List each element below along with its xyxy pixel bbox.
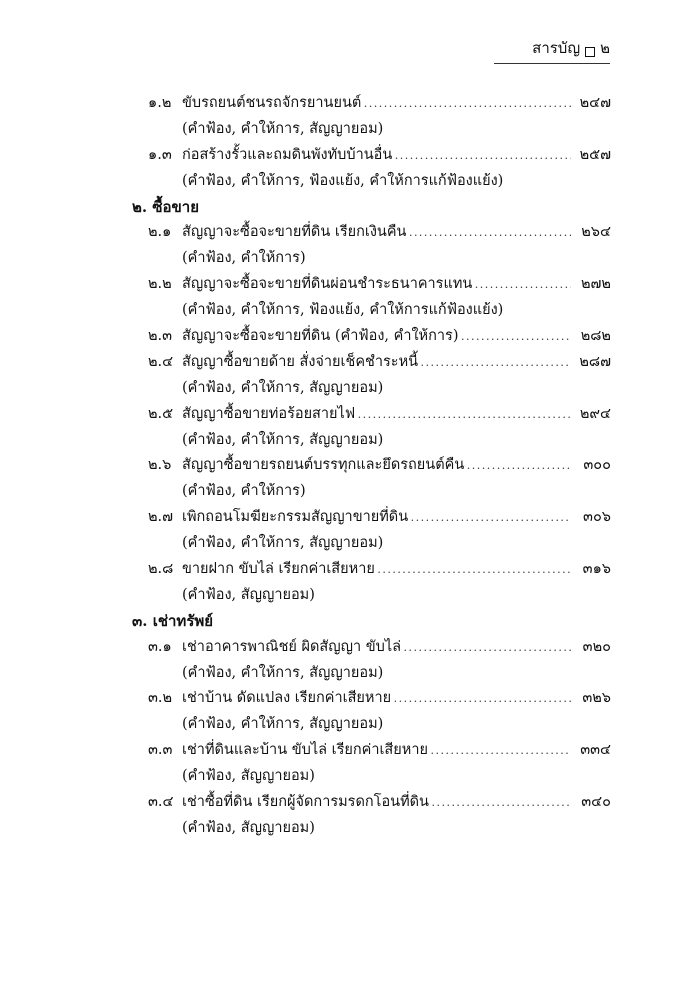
entry-documents: (คำฟ้อง, คำให้การ) <box>182 483 306 500</box>
entry-page-number: ๓๒๐ <box>582 638 611 655</box>
entry-documents: (คำฟ้อง, คำให้การ) <box>182 250 306 267</box>
toc-entry[interactable] <box>0 686 699 712</box>
entry-page-number: ๓๐๐ <box>583 457 611 474</box>
entry-number: ๒.๘ <box>148 561 174 578</box>
entry-page-number: ๒๘๗ <box>579 353 611 370</box>
entry-page-number: ๒๔๗ <box>579 95 611 111</box>
entry-documents: (คำฟ้อง, คำให้การ, สัญญายอม) <box>182 120 384 137</box>
entry-title: เพิกถอนโมฆียะกรรมสัญญาขายที่ดิน . . . <box>182 505 571 531</box>
entry-number: ๒.๑ <box>148 224 172 241</box>
entry-page-number: ๒๘๒ <box>580 328 611 345</box>
entry-number: ๒.๗ <box>148 509 174 526</box>
entry-number: ๓.๔ <box>148 794 174 811</box>
entry-page-number: ๓๓๔ <box>580 742 611 759</box>
entry-documents: (คำฟ้อง, สัญญายอม) <box>182 768 315 785</box>
entry-title: เช่าซื้อที่ดิน เรียกผู้จัดการมรดกโอนที่ดิน . . . <box>182 790 571 816</box>
toc-entry[interactable] <box>0 790 699 816</box>
entry-number: ๒.๖ <box>148 457 172 474</box>
entry-page-number: ๓๐๖ <box>583 509 611 526</box>
entry-documents: (คำฟ้อง, สัญญายอม) <box>182 586 315 603</box>
toc-entry[interactable] <box>0 505 699 531</box>
toc-entry[interactable] <box>0 324 699 350</box>
entry-documents: (คำฟ้อง, คำให้การ, สัญญายอม) <box>182 431 384 448</box>
entry-title: สัญญาจะซื้อจะขายที่ดิน (คำฟ้อง, คำให้การ) . . . <box>182 324 571 350</box>
toc-entry[interactable] <box>0 738 699 764</box>
entry-documents: (คำฟ้อง, คำให้การ, สัญญายอม) <box>182 664 384 681</box>
entry-title: สัญญาซื้อขายท่อร้อยสายไฟ . . . <box>182 402 571 428</box>
toc-entry[interactable] <box>0 635 699 661</box>
entry-title: สัญญาซื้อขายรถยนต์บรรทุกและยึดรถยนต์คืน . . . <box>182 453 571 479</box>
toc-entry[interactable] <box>0 272 699 298</box>
entry-number: ๒.๔ <box>148 353 174 370</box>
entry-title: เช่าบ้าน ดัดแปลง เรียกค่าเสียหาย . . . <box>182 686 571 712</box>
toc-entry[interactable] <box>0 143 699 169</box>
page-header <box>494 38 610 64</box>
entry-number: ๑.๒ <box>148 95 172 111</box>
entry-title: สัญญาจะซื้อจะขายที่ดินผ่อนชำระธนาคารแทน . . . <box>182 272 571 298</box>
entry-documents: (คำฟ้อง, คำให้การ, สัญญายอม) <box>182 379 384 396</box>
entry-title: สัญญาจะซื้อจะขายที่ดิน เรียกเงินคืน . . . <box>182 220 571 246</box>
entry-title: ขายฝาก ขับไล่ เรียกค่าเสียหาย . . . <box>182 557 571 583</box>
section-heading: ๓. เช่าทรัพย์ <box>132 611 214 630</box>
entry-page-number: ๒๗๒ <box>580 276 611 293</box>
entry-page-number: ๒๖๔ <box>581 224 611 241</box>
entry-documents: (คำฟ้อง, คำให้การ, สัญญายอม) <box>182 535 384 552</box>
entry-documents: (คำฟ้อง, สัญญายอม) <box>182 819 315 836</box>
entry-number: ๓.๒ <box>148 690 173 707</box>
entry-documents: (คำฟ้อง, คำให้การ, สัญญายอม) <box>182 716 384 733</box>
entry-title: เช่าอาคารพาณิชย์ ผิดสัญญา ขับไล่ . . . <box>182 635 571 661</box>
entry-page-number: ๓๒๖ <box>582 690 611 707</box>
header-title: สารบัญ <box>532 39 581 57</box>
entry-number: ๒.๒ <box>148 276 172 293</box>
toc-entry[interactable] <box>0 220 699 246</box>
entry-number: ๒.๕ <box>148 405 174 422</box>
toc-entry[interactable] <box>0 402 699 428</box>
entry-page-number: ๓๔๐ <box>581 794 611 811</box>
section-heading: ๒. ซื้อขาย <box>132 197 199 216</box>
entry-page-number: ๒๙๔ <box>579 405 611 422</box>
entry-title: สัญญาซื้อขายด้าย สั่งจ่ายเช็คชำระหนี้ . . . <box>182 350 571 376</box>
toc-entry[interactable] <box>0 350 699 376</box>
entry-title: ขับรถยนต์ชนรถจักรยานยนต์ . . . <box>182 91 571 117</box>
entry-documents: (คำฟ้อง, คำให้การ, ฟ้องแย้ง, คำให้การแก้ฟ้องแย้ง) <box>182 172 504 189</box>
entry-number: ๓.๓ <box>148 742 173 759</box>
entry-title: ก่อสร้างรั้วและถมดินพังทับบ้านอื่น . . . <box>182 143 571 169</box>
entry-documents: (คำฟ้อง, คำให้การ, ฟ้องแย้ง, คำให้การแก้ฟ้องแย้ง) <box>182 302 504 319</box>
entry-number: ๓.๑ <box>148 638 172 655</box>
table-of-contents <box>0 91 699 842</box>
entry-number: ๑.๓ <box>148 146 172 163</box>
toc-entry[interactable] <box>0 91 699 117</box>
checkbox-icon <box>585 47 595 57</box>
entry-title: เช่าที่ดินและบ้าน ขับไล่ เรียกค่าเสียหาย . . . <box>182 738 571 764</box>
entry-number: ๒.๓ <box>148 328 173 345</box>
toc-entry[interactable] <box>0 453 699 479</box>
toc-entry[interactable] <box>0 557 699 583</box>
entry-page-number: ๓๑๖ <box>582 561 611 578</box>
header-page-number: ๒ <box>600 39 610 57</box>
entry-page-number: ๒๕๗ <box>579 146 611 163</box>
